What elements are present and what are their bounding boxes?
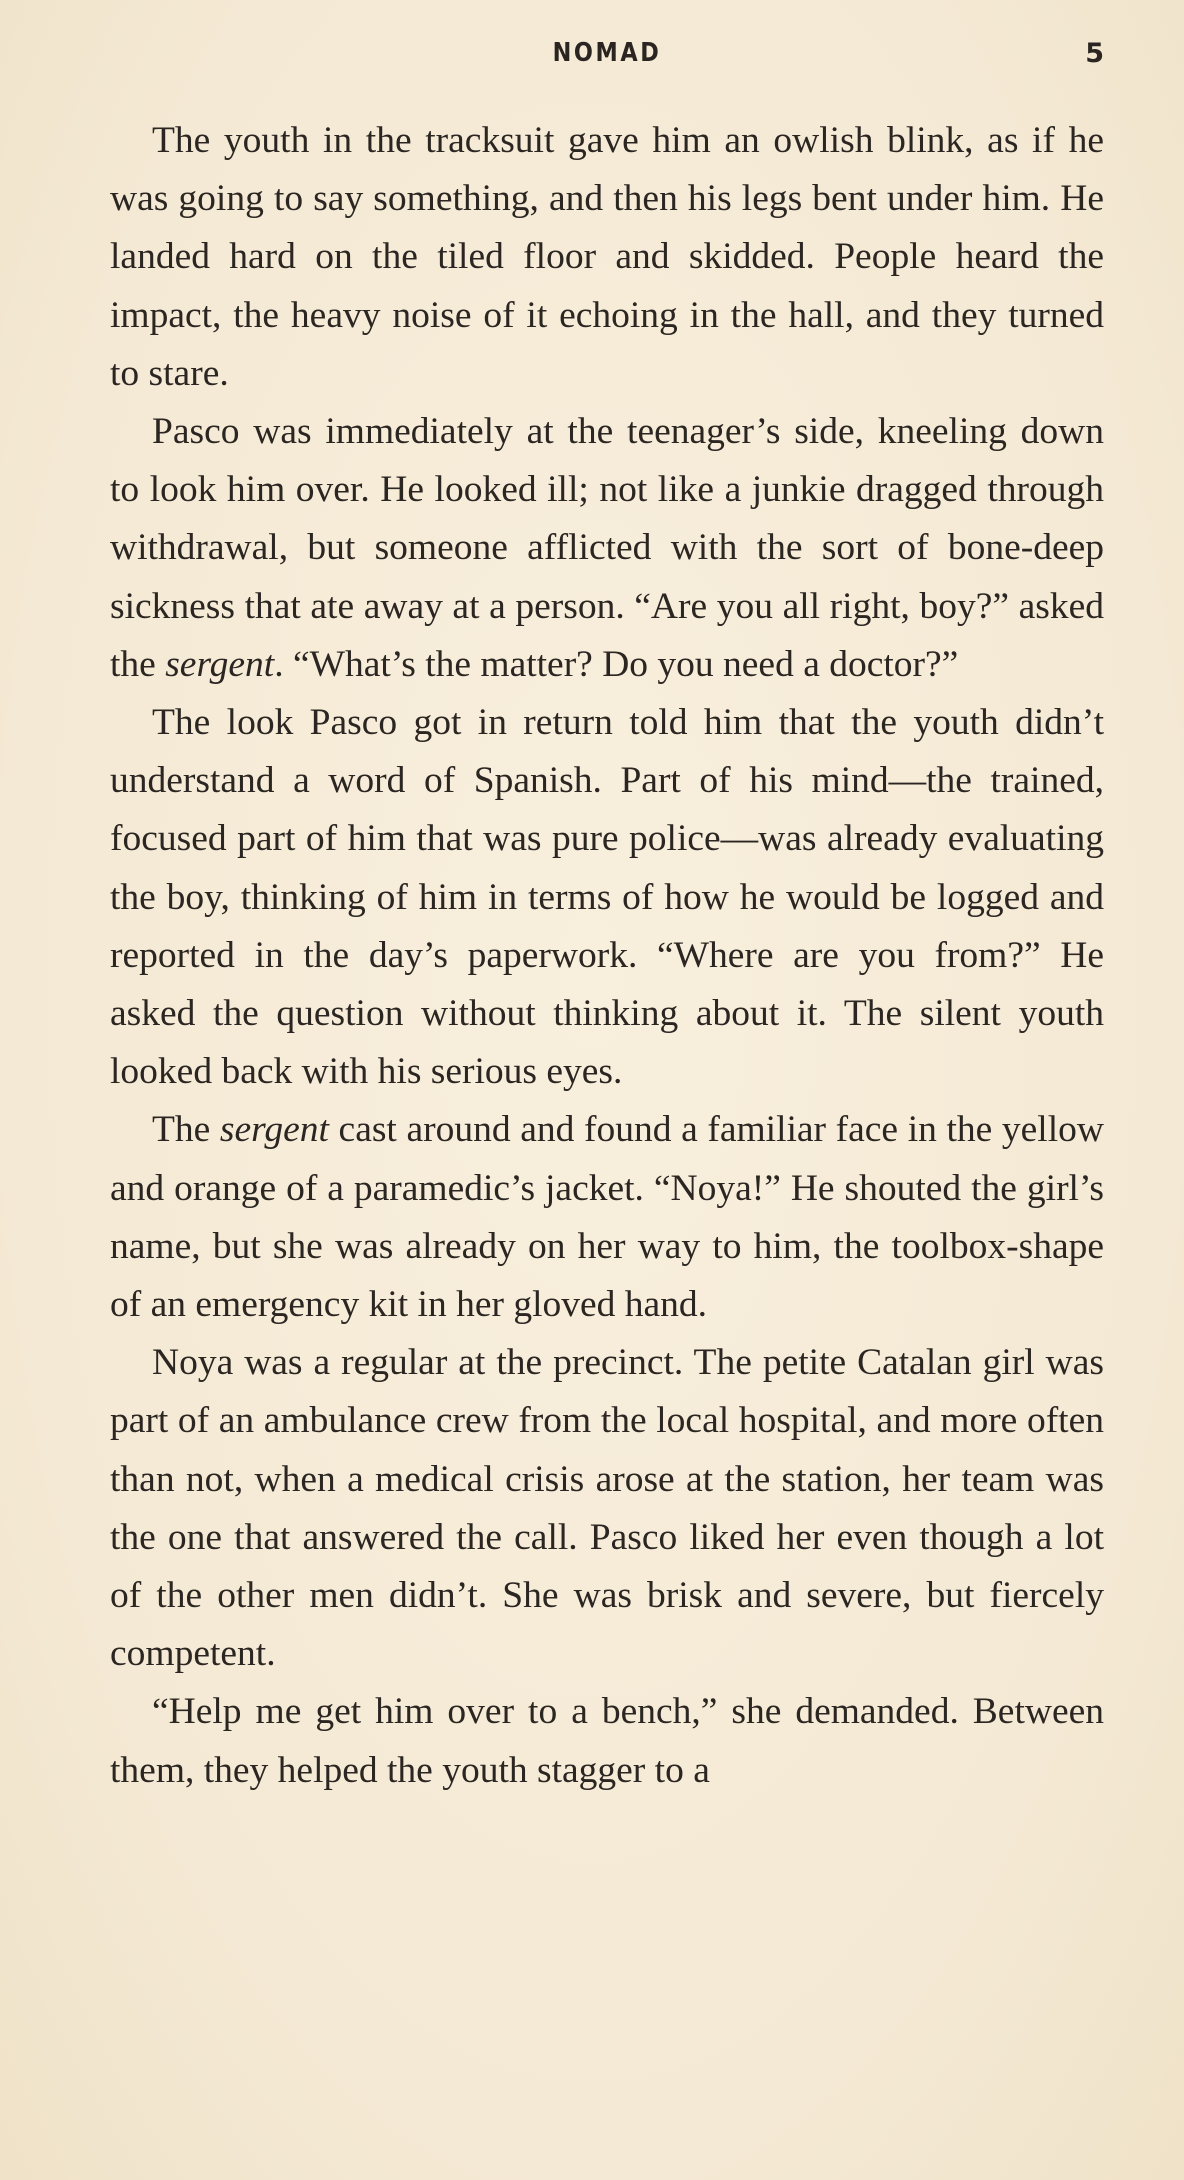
paragraph-3: The look Pasco got in return told him that the youth didn’t understand a word of Spanish. Part of his mind—the trained, focused part of him that was pure police—was already evaluating the boy, thinking of him in terms of how he would be logged and reported in the day’s paperwork. “Where are you from?” He asked the question without thinking about it. The silent youth looked back with his serious eyes. xyxy=(110,702,1104,1093)
running-head xyxy=(110,38,1104,78)
page-number: 5 xyxy=(1085,38,1104,69)
paragraph-2: Pasco was immediately at the teenager’s side, kneeling down to look him over. He looked ill; not like a junkie dragged through withdrawal, but someone afflicted with the sort of bone-deep sickness that ate away at a person. “Are you all right, boy?” asked the sergent. “What’s the matter? Do you need a doctor?” xyxy=(110,411,1104,685)
italic-term: sergent xyxy=(219,1109,329,1151)
body-text xyxy=(110,112,1104,1800)
paragraph-5: Noya was a regular at the precinct. The petite Catalan girl was part of an ambulance crew from the local hospital, and more often than not, when a medical crisis arose at the station, her team was the one that answered the call. Pasco liked her even though a lot of the other men didn’t. She was brisk and severe, but fiercely competent. xyxy=(110,1342,1104,1675)
paragraph-4: The sergent cast around and found a familiar face in the yellow and orange of a paramedic’s jacket. “Noya!” He shouted the girl’s name, but she was already on her way to him, the toolbox-shape of an emergency kit in her gloved hand. xyxy=(110,1109,1104,1326)
paragraph-1: The youth in the tracksuit gave him an owlish blink, as if he was going to say something, and then his legs bent under him. He landed hard on the tiled floor and skidded. People heard the impact, the heavy noise of it echoing in the hall, and they turned to stare. xyxy=(110,120,1104,394)
paragraph-6: “Help me get him over to a bench,” she demanded. Between them, they helped the youth stagger to a xyxy=(110,1691,1104,1791)
book-title: NOMAD xyxy=(552,38,662,68)
italic-term: sergent xyxy=(165,643,275,685)
